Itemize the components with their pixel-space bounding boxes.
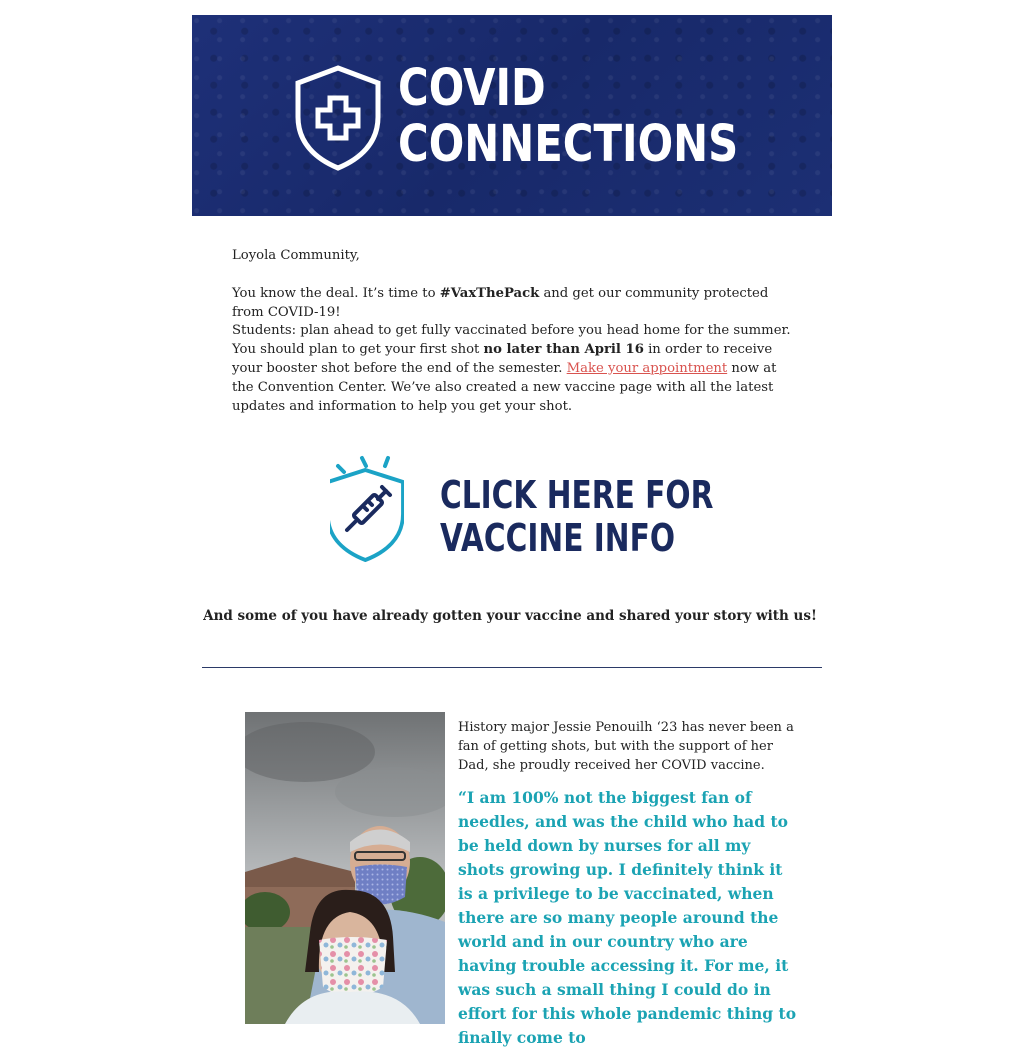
shield-plus-icon [294,65,382,171]
students-paragraph [232,321,792,416]
para2-text-b: in order to receive your booster shot before the end of the semester. [232,342,773,376]
story-quote: “I am 100% not the biggest fan of needles, and was the child who had to be held down by nurses for all my shots growing up. I definitely think it is a privilege to be vaccinated, when there are so many people around the world and in our country who are having trouble accessing it. For me, it was such a small thing I could do in effort for this whole pandemic thing to finally come to [458,788,797,1047]
student-photo [245,712,445,1024]
vaccine-info-button[interactable] [330,454,714,564]
story-intro: History major Jessie Penouilh ‘23 has never been a fan of getting shots, but with the support of her Dad, she proudly received her COVID vaccine. [458,720,794,773]
deadline-text: no later than April 16 [483,342,644,357]
shared-stories-heading: And some of you have already gotten your vaccine and shared your story with us! [203,608,817,624]
vaccine-info-label [440,474,713,560]
banner-title [398,61,738,173]
para2-text-c: now at the Convention Center. We’ve also created a new vaccine page with all the latest updates and information to help you get your shot. [232,361,777,414]
photo-illustration [245,712,445,1024]
hashtag: #VaxThePack [439,286,540,301]
greeting: Loyola Community, [232,248,360,263]
vaccine-label-line1: CLICK HERE FOR [440,473,714,517]
vaccine-label-line2: VACCINE INFO [440,516,676,560]
shield-syringe-icon [330,454,404,562]
covid-connections-banner [192,15,832,216]
banner-title-line2: CONNECTIONS [398,115,739,174]
banner-title-line1: COVID [398,59,546,118]
make-appointment-link[interactable]: Make your appointment [566,361,728,376]
para2-text-a: Students: plan ahead to get fully vaccinated before you head home for the summer. You should plan to get your first shot [232,323,791,357]
section-divider [202,667,822,668]
para1-text-b: and get our community protected from COVID-19! [232,286,769,320]
para1-text-a: You know the deal. It’s time to [232,286,440,301]
intro-paragraph [232,284,792,322]
